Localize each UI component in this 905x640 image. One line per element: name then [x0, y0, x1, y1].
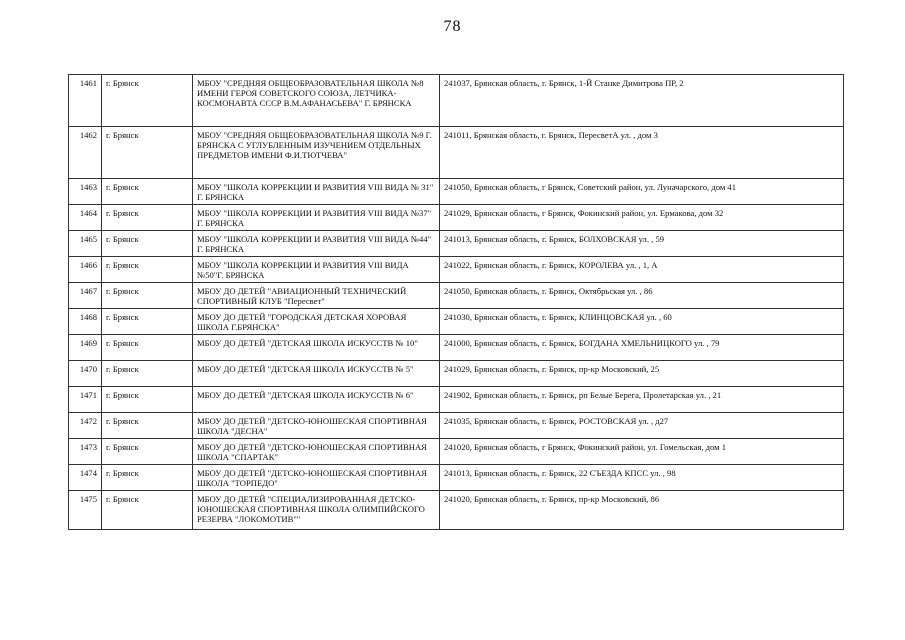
row-city: г. Брянск: [102, 413, 193, 439]
row-number: 1474: [69, 465, 102, 491]
table-row: [69, 465, 844, 491]
row-institution-name: МБОУ "СРЕДНЯЯ ОБЩЕОБРАЗОВАТЕЛЬНАЯ ШКОЛА №8 ИМЕНИ ГЕРОЯ СОВЕТСКОГО СОЮЗА, ЛЕТЧИКА-КОСМОНАВТА СССР В.М.АФАНАСЬЕВА" Г. БРЯНСКА: [193, 75, 440, 127]
table-row: [69, 413, 844, 439]
table-row: [69, 439, 844, 465]
table-row: [69, 309, 844, 335]
row-city: г. Брянск: [102, 179, 193, 205]
row-institution-name: МБОУ "ШКОЛА КОРРЕКЦИИ И РАЗВИТИЯ VIII ВИДА № 31" Г. БРЯНСКА: [193, 179, 440, 205]
table-row: [69, 335, 844, 361]
row-institution-name: МБОУ ДО ДЕТЕЙ "ДЕТСКАЯ ШКОЛА ИСКУССТВ № 6": [193, 387, 440, 413]
row-number: 1466: [69, 257, 102, 283]
row-city: г. Брянск: [102, 465, 193, 491]
row-address: 241035, Брянская область, г. Брянск, РОСТОВСКАЯ ул. , д27: [440, 413, 844, 439]
row-number: 1473: [69, 439, 102, 465]
row-address: 241020, Брянская область, г Брянск, Фокинский район, ул. Гомельская, дом 1: [440, 439, 844, 465]
row-city: г. Брянск: [102, 205, 193, 231]
row-city: г. Брянск: [102, 491, 193, 530]
row-city: г. Брянск: [102, 439, 193, 465]
table-row: [69, 257, 844, 283]
row-address: 241013, Брянская область, г. Брянск, 22 СЪЕЗДА КПСС ул. , 98: [440, 465, 844, 491]
row-address: 241030, Брянская область, г. Брянск, КЛИНЦОВСКАЯ ул. , 60: [440, 309, 844, 335]
table-row: [69, 387, 844, 413]
row-number: 1472: [69, 413, 102, 439]
row-institution-name: МБОУ ДО ДЕТЕЙ "ДЕТСКО-ЮНОШЕСКАЯ СПОРТИВНАЯ ШКОЛА "СПАРТАК": [193, 439, 440, 465]
row-number: 1469: [69, 335, 102, 361]
table-row: [69, 127, 844, 179]
row-city: г. Брянск: [102, 387, 193, 413]
row-city: г. Брянск: [102, 231, 193, 257]
row-number: 1463: [69, 179, 102, 205]
row-number: 1467: [69, 283, 102, 309]
row-institution-name: МБОУ "ШКОЛА КОРРЕКЦИИ И РАЗВИТИЯ VIII ВИДА №50"Г. БРЯНСКА: [193, 257, 440, 283]
row-address: 241037, Брянская область, г. Брянск, 1-Й Станке Димитрова ПР, 2: [440, 75, 844, 127]
row-address: 241050, Брянская область, г. Брянск, Октябрьская ул. , 86: [440, 283, 844, 309]
row-number: 1465: [69, 231, 102, 257]
row-city: г. Брянск: [102, 75, 193, 127]
table-row: [69, 231, 844, 257]
row-institution-name: МБОУ ДО ДЕТЕЙ "АВИАЦИОННЫЙ ТЕХНИЧЕСКИЙ СПОРТИВНЫЙ КЛУБ "Пересвет": [193, 283, 440, 309]
row-address: 241029, Брянская область, г. Брянск, пр-кр Московский, 25: [440, 361, 844, 387]
row-city: г. Брянск: [102, 127, 193, 179]
row-number: 1464: [69, 205, 102, 231]
table-body: [69, 75, 844, 530]
row-address: 241013, Брянская область, г. Брянск, БОЛХОВСКАЯ ул. , 59: [440, 231, 844, 257]
row-city: г. Брянск: [102, 257, 193, 283]
row-number: 1470: [69, 361, 102, 387]
row-institution-name: МБОУ ДО ДЕТЕЙ "ДЕТСКАЯ ШКОЛА ИСКУССТВ № 10": [193, 335, 440, 361]
table-row: [69, 491, 844, 530]
page-number: 78: [443, 18, 462, 35]
row-number: 1471: [69, 387, 102, 413]
row-institution-name: МБОУ "ШКОЛА КОРРЕКЦИИ И РАЗВИТИЯ VIII ВИДА №37" Г. БРЯНСКА: [193, 205, 440, 231]
row-address: 241000, Брянская область, г. Брянск, БОГДАНА ХМЕЛЬНИЦКОГО ул. , 79: [440, 335, 844, 361]
row-address: 241902, Брянская область, г. Брянск, рп Белые Берега, Пролетарская ул. , 21: [440, 387, 844, 413]
row-institution-name: МБОУ ДО ДЕТЕЙ "ДЕТСКО-ЮНОШЕСКАЯ СПОРТИВНАЯ ШКОЛА "ДЕСНА": [193, 413, 440, 439]
row-city: г. Брянск: [102, 361, 193, 387]
table-row: [69, 75, 844, 127]
row-address: 241050, Брянская область, г Брянск, Советский район, ул. Луначарского, дом 41: [440, 179, 844, 205]
row-institution-name: МБОУ ДО ДЕТЕЙ "ГОРОДСКАЯ ДЕТСКАЯ ХОРОВАЯ ШКОЛА Г.БРЯНСКА": [193, 309, 440, 335]
table-row: [69, 283, 844, 309]
table-row: [69, 361, 844, 387]
row-institution-name: МБОУ ДО ДЕТЕЙ "ДЕТСКАЯ ШКОЛА ИСКУССТВ № 5": [193, 361, 440, 387]
row-institution-name: МБОУ ДО ДЕТЕЙ "СПЕЦИАЛИЗИРОВАННАЯ ДЕТСКО-ЮНОШЕСКАЯ СПОРТИВНАЯ ШКОЛА ОЛИМПИЙСКОГО РЕЗЕРВА "ЛОКОМОТИВ"": [193, 491, 440, 530]
row-city: г. Брянск: [102, 335, 193, 361]
row-address: 241029, Брянская область, г Брянск, Фокинский район, ул. Ермакова, дом 32: [440, 205, 844, 231]
row-institution-name: МБОУ ДО ДЕТЕЙ "ДЕТСКО-ЮНОШЕСКАЯ СПОРТИВНАЯ ШКОЛА "ТОРПЕДО": [193, 465, 440, 491]
table-row: [69, 205, 844, 231]
row-institution-name: МБОУ "ШКОЛА КОРРЕКЦИИ И РАЗВИТИЯ VIII ВИДА №44" Г. БРЯНСКА: [193, 231, 440, 257]
row-address: 241022, Брянская область, г. Брянск, КОРОЛЕВА ул. , 1, А: [440, 257, 844, 283]
row-number: 1468: [69, 309, 102, 335]
row-city: г. Брянск: [102, 309, 193, 335]
row-number: 1462: [69, 127, 102, 179]
row-address: 241011, Брянская область, г. Брянск, ПересветА ул. , дом 3: [440, 127, 844, 179]
row-number: 1475: [69, 491, 102, 530]
row-city: г. Брянск: [102, 283, 193, 309]
row-address: 241020, Брянская область, г. Брянск, пр-кр Московский, 86: [440, 491, 844, 530]
row-number: 1461: [69, 75, 102, 127]
schools-table: [68, 74, 844, 530]
table-row: [69, 179, 844, 205]
row-institution-name: МБОУ "СРЕДНЯЯ ОБЩЕОБРАЗОВАТЕЛЬНАЯ ШКОЛА №9 Г. БРЯНСКА С УГЛУБЛЕННЫМ ИЗУЧЕНИЕМ ОТДЕЛЬНЫХ ПРЕДМЕТОВ ИМЕНИ Ф.И.ТЮТЧЕВА": [193, 127, 440, 179]
